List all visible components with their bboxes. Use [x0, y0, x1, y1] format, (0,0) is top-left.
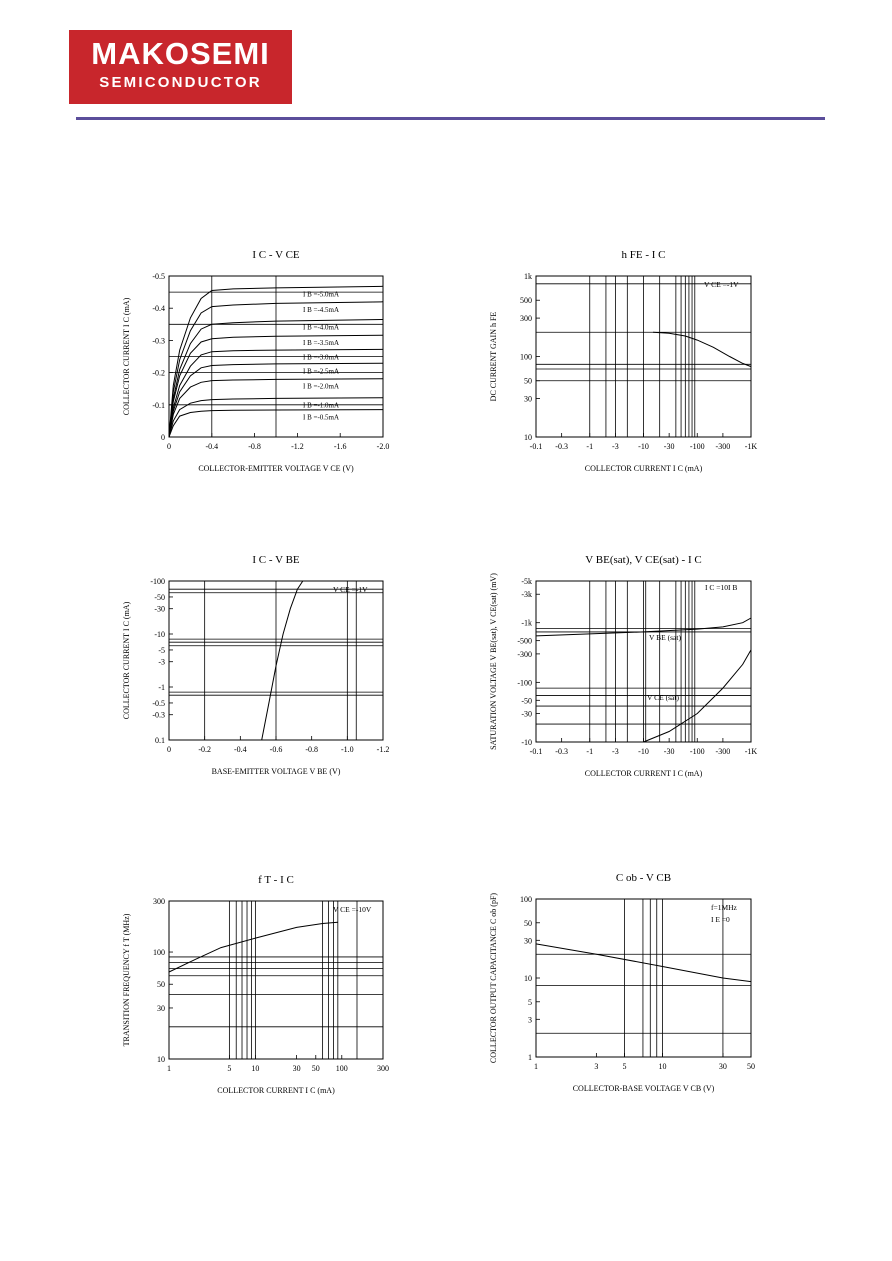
x-tick-label: -0.3	[555, 442, 568, 451]
y-axis-label: COLLECTOR OUTPUT CAPACITANCE C ob (pF)	[489, 892, 498, 1064]
x-tick-label: -1K	[744, 747, 758, 756]
y-tick-label: 10	[524, 433, 532, 442]
series-label: I B =-3.5mA	[303, 339, 340, 348]
series-label: I B =-4.5mA	[303, 305, 340, 314]
y-tick-label: -0.2	[152, 368, 165, 378]
x-tick-label: 0	[167, 442, 171, 451]
chart-2	[489, 249, 757, 473]
x-tick-label: -1.2	[376, 745, 390, 754]
y-tick-label: -500	[517, 636, 532, 646]
x-axis-label: COLLECTOR CURRENT I C (mA)	[217, 1086, 335, 1095]
chart-annotation: V CE =-1V	[704, 280, 739, 289]
logo-wordmark: MAKOSEMI	[91, 36, 270, 71]
y-tick-label: 30	[157, 1003, 165, 1013]
x-tick-label: -300	[715, 442, 731, 451]
y-tick-label: -0.3	[152, 710, 165, 720]
series-label: I B =-1.0mA	[303, 401, 340, 410]
y-tick-label: 0.1	[155, 736, 165, 745]
y-axis-label: SATURATION VOLTAGE V BE(sat), V CE(sat) (mV)	[489, 573, 498, 750]
y-tick-label: -30	[521, 709, 532, 719]
x-tick-label: 5	[622, 1062, 627, 1071]
x-axis-label: COLLECTOR-BASE VOLTAGE V CB (V)	[572, 1084, 715, 1093]
chart-title: C ob - V CB	[615, 872, 672, 884]
x-axis-label: COLLECTOR CURRENT I C (mA)	[584, 464, 703, 473]
x-tick-label: -3	[612, 747, 619, 756]
y-tick-label: 30	[524, 936, 532, 946]
x-tick-label: 30	[718, 1062, 727, 1071]
chart-annotation: V CE (sat)	[647, 693, 679, 702]
y-tick-label: 300	[520, 314, 532, 324]
series-line	[262, 581, 303, 740]
chart-5	[122, 874, 389, 1095]
x-tick-label: -1.0	[340, 745, 354, 754]
y-tick-label: 300	[153, 897, 165, 906]
y-axis-label: TRANSITION FREQUENCY f T (MHz)	[122, 913, 131, 1047]
x-tick-label: -0.6	[269, 745, 283, 754]
series-label: I B =-3.0mA	[303, 353, 340, 362]
y-tick-label: -0.1	[152, 400, 165, 410]
x-tick-label: -0.1	[529, 747, 543, 756]
y-axis-label: DC CURRENT GAIN h FE	[489, 311, 498, 402]
y-axis-label: COLLECTOR CURRENT I C (mA)	[122, 297, 131, 416]
x-tick-label: -1	[586, 747, 594, 756]
chart-6	[489, 872, 755, 1093]
chart-annotation: V CE =-10V	[333, 905, 372, 914]
y-tick-label: -10	[521, 738, 532, 747]
y-tick-label: 50	[524, 918, 532, 928]
x-tick-label: -0.1	[529, 442, 543, 451]
x-tick-label: -0.4	[233, 745, 247, 754]
series-label: I B =-2.5mA	[303, 367, 340, 376]
x-tick-label: 0	[167, 745, 171, 754]
y-tick-label: 100	[520, 352, 532, 362]
y-tick-label: -1	[158, 683, 165, 692]
y-tick-label: -0.5	[152, 698, 165, 708]
y-tick-label: 100	[153, 948, 165, 958]
y-tick-label: 5	[528, 997, 532, 1007]
x-tick-label: -1.2	[291, 442, 304, 451]
y-tick-label: 30	[524, 394, 532, 404]
chart-title: h FE - I C	[621, 249, 666, 261]
x-tick-label: 10	[658, 1062, 667, 1071]
y-tick-label: -100	[150, 577, 165, 586]
plot-frame	[169, 901, 383, 1059]
x-tick-label: -10	[638, 442, 649, 451]
logo-subtitle: SEMICONDUCTOR	[99, 74, 262, 91]
y-tick-label: -1k	[521, 618, 532, 628]
x-tick-label: 1	[167, 1064, 171, 1073]
x-tick-label: -0.8	[248, 442, 261, 451]
chart-3	[122, 554, 389, 776]
x-tick-label: -1K	[744, 442, 758, 451]
x-tick-label: -10	[638, 747, 649, 756]
x-tick-label: -0.8	[305, 745, 319, 754]
y-tick-label: 500	[520, 296, 532, 306]
x-tick-label: 100	[335, 1064, 348, 1073]
series-line	[169, 922, 338, 972]
y-tick-label: 100	[520, 895, 532, 904]
chart-title: I C - V BE	[252, 554, 300, 566]
y-tick-label: -300	[517, 649, 532, 659]
chart-annotation: I E =0	[711, 915, 730, 924]
chart-title: V BE(sat), V CE(sat) - I C	[585, 554, 702, 566]
y-tick-label: 10	[157, 1055, 165, 1064]
y-tick-label: -3k	[521, 590, 532, 600]
x-tick-label: 5	[227, 1064, 232, 1073]
chart-annotation: V BE (sat)	[649, 633, 681, 642]
y-axis-label: COLLECTOR CURRENT I C (mA)	[122, 601, 131, 720]
x-tick-label: -300	[715, 747, 731, 756]
y-tick-label: 0	[161, 433, 165, 442]
chart-1	[122, 249, 389, 473]
y-tick-label: -5	[158, 645, 165, 655]
y-tick-label: -0.4	[152, 304, 165, 314]
x-tick-label: 50	[311, 1064, 320, 1073]
y-tick-label: -0.3	[152, 336, 165, 346]
y-tick-label: -10	[154, 630, 165, 639]
x-tick-label: -1.6	[333, 442, 347, 451]
x-tick-label: -0.2	[198, 745, 212, 754]
y-tick-label: 1k	[524, 272, 532, 281]
series-label: I B =-5.0mA	[303, 290, 340, 299]
y-tick-label: -5k	[521, 577, 532, 586]
x-tick-label: -30	[663, 442, 675, 451]
series-label: I B =-4.0mA	[303, 323, 340, 332]
x-axis-label: BASE-EMITTER VOLTAGE V BE (V)	[211, 767, 341, 776]
chart-title: I C - V CE	[252, 249, 300, 261]
x-tick-label: 300	[377, 1064, 389, 1073]
y-tick-label: -3	[158, 657, 165, 667]
y-tick-label: -30	[154, 604, 165, 614]
x-axis-label: COLLECTOR-EMITTER VOLTAGE V CE (V)	[198, 464, 354, 473]
x-tick-label: -2.0	[376, 442, 390, 451]
y-tick-label: 50	[524, 376, 532, 386]
x-tick-label: 3	[594, 1062, 599, 1071]
chart-annotation: V CE =-1V	[333, 585, 368, 594]
x-tick-label: -100	[689, 747, 705, 756]
series-label: I B =-2.0mA	[303, 382, 340, 391]
series-label: I B =-0.5mA	[303, 413, 340, 422]
x-tick-label: -0.3	[555, 747, 568, 756]
x-tick-label: 50	[747, 1062, 755, 1071]
y-tick-label: 3	[528, 1015, 532, 1025]
chart-title: f T - I C	[258, 874, 294, 886]
series-line	[653, 332, 751, 366]
x-tick-label: -100	[689, 442, 705, 451]
x-tick-label: -0.4	[205, 442, 219, 451]
chart-annotation: I C =10I B	[705, 583, 738, 592]
y-tick-label: -50	[154, 592, 165, 602]
series-line	[536, 944, 751, 982]
y-tick-label: 50	[157, 980, 165, 990]
x-tick-label: 1	[534, 1062, 538, 1071]
x-axis-label: COLLECTOR CURRENT I C (mA)	[584, 769, 703, 778]
y-tick-label: -100	[517, 678, 532, 688]
x-tick-label: 30	[292, 1064, 301, 1073]
y-tick-label: -0.5	[152, 272, 165, 281]
y-tick-label: 10	[524, 974, 532, 983]
x-tick-label: -30	[663, 747, 675, 756]
x-tick-label: -3	[612, 442, 619, 451]
chart-annotation: f=1MHz	[711, 903, 737, 912]
x-tick-label: -1	[586, 442, 594, 451]
y-tick-label: 1	[528, 1053, 532, 1062]
x-tick-label: 10	[251, 1064, 260, 1073]
chart-4	[489, 554, 757, 778]
y-tick-label: -50	[521, 696, 532, 706]
